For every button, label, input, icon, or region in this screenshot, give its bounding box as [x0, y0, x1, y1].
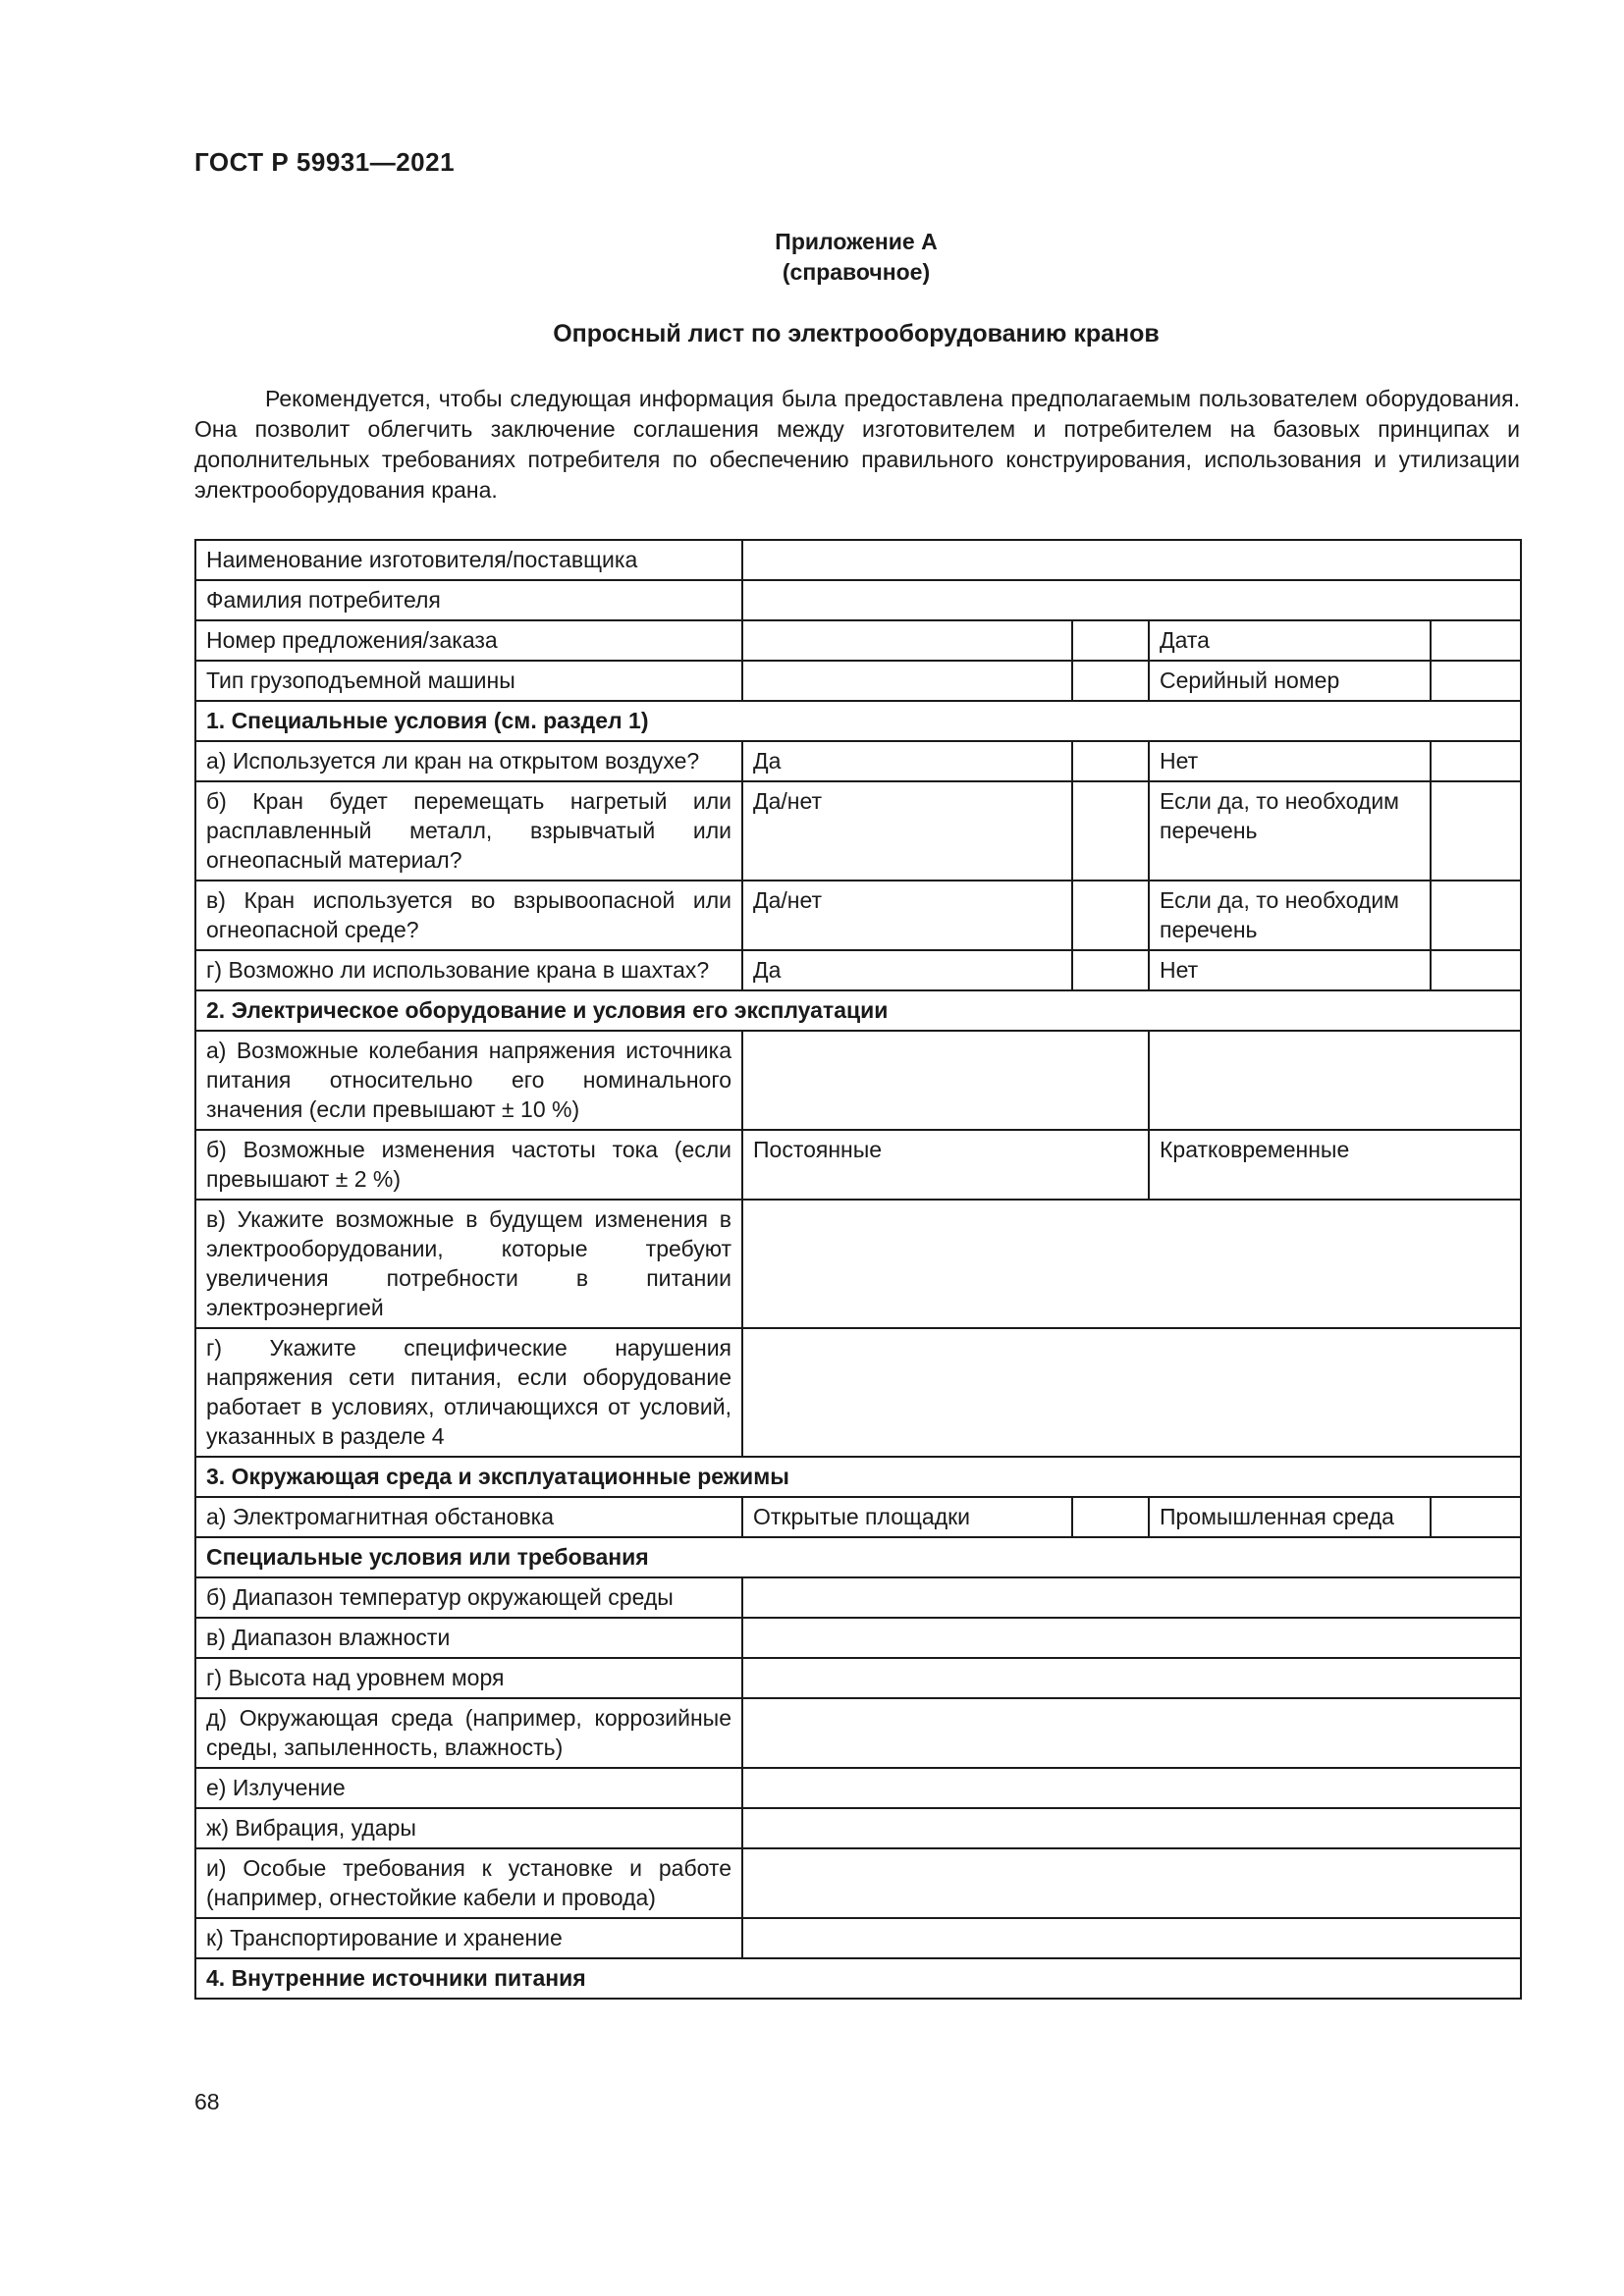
option-no-label: Нет [1149, 741, 1431, 781]
question-3b: б) Диапазон температур окружающей среды [195, 1577, 742, 1618]
question-1g: г) Возможно ли использование крана в шахтах? [195, 950, 742, 990]
annex-subtitle: (справочное) [782, 259, 931, 285]
option-yesno-label: Да/нет [742, 781, 1072, 881]
table-row [195, 661, 1521, 701]
section-header-row [195, 701, 1521, 741]
answer-3v-field[interactable] [742, 1618, 1521, 1658]
table-row [195, 1848, 1521, 1918]
table-row [195, 1618, 1521, 1658]
section-3-title: 3. Окружающая среда и эксплуатационные режимы [195, 1457, 1521, 1497]
answer-2v-field[interactable] [742, 1200, 1521, 1328]
option-no-label: Нет [1149, 950, 1431, 990]
option-yes-checkbox[interactable] [1072, 950, 1149, 990]
question-3i: и) Особые требования к установке и работе (например, огнестойкие кабели и провода) [195, 1848, 742, 1918]
option-yes-checkbox[interactable] [1072, 741, 1149, 781]
table-row [195, 1768, 1521, 1808]
question-3e: е) Излучение [195, 1768, 742, 1808]
questionnaire-title: Опросный лист по электрооборудованию кранов [553, 320, 1160, 347]
option-yesno-label: Да/нет [742, 881, 1072, 950]
open-areas-label: Открытые площадки [742, 1497, 1072, 1537]
answer-3i-field[interactable] [742, 1848, 1521, 1918]
question-3d: д) Окружающая среда (например, коррозийные среды, запыленность, влажность) [195, 1698, 742, 1768]
machine-type-field[interactable] [742, 661, 1072, 701]
consumer-field[interactable] [742, 580, 1521, 620]
option-yesno-field[interactable] [1072, 881, 1149, 950]
manufacturer-label: Наименование изготовителя/поставщика [195, 540, 742, 580]
question-3g: г) Высота над уровнем моря [195, 1658, 742, 1698]
question-3k: к) Транспортирование и хранение [195, 1918, 742, 1958]
table-row [195, 741, 1521, 781]
question-2a: а) Возможные колебания напряжения источника питания относительно его номинального значения (если превышают ± 10 %) [195, 1031, 742, 1130]
question-1b: б) Кран будет перемещать нагретый или расплавленный металл, взрывчатый или огнеопасный материал? [195, 781, 742, 881]
serial-number-label: Серийный номер [1149, 661, 1431, 701]
serial-number-field[interactable] [1431, 661, 1521, 701]
table-row [195, 1130, 1521, 1200]
section-4-title: 4. Внутренние источники питания [195, 1958, 1521, 1999]
intro-paragraph: Рекомендуется, чтобы следующая информация была предоставлена предполагаемым пользователем оборудования. Она позволит облегчить заключение соглашения между изготовителем и потребителем на базовых принципах и дополнительных требованиях потребителя по обеспечению правильного конструирования, использования и утилизации электрооборудования крана. [194, 386, 1520, 503]
question-1v: в) Кран используется во взрывоопасной или огнеопасной среде? [195, 881, 742, 950]
answer-2g-field[interactable] [742, 1328, 1521, 1457]
table-row [195, 950, 1521, 990]
consumer-label: Фамилия потребителя [195, 580, 742, 620]
date-label: Дата [1149, 620, 1431, 661]
page-number: 68 [194, 2089, 220, 2114]
table-row [195, 540, 1521, 580]
date-field[interactable] [1431, 620, 1521, 661]
table-row [195, 1698, 1521, 1768]
section-header-row [195, 990, 1521, 1031]
table-row [195, 1808, 1521, 1848]
question-3a: а) Электромагнитная обстановка [195, 1497, 742, 1537]
table-row [195, 1577, 1521, 1618]
table-row [195, 1918, 1521, 1958]
option-yesno-field[interactable] [1072, 781, 1149, 881]
industrial-env-checkbox[interactable] [1431, 1497, 1521, 1537]
option-no-checkbox[interactable] [1431, 950, 1521, 990]
answer-3d-field[interactable] [742, 1698, 1521, 1768]
document-code: ГОСТ Р 59931—2021 [194, 147, 456, 177]
answer-3g-field[interactable] [742, 1658, 1521, 1698]
section-header-row [195, 1958, 1521, 1999]
answer-3b-field[interactable] [742, 1577, 1521, 1618]
table-row [195, 1497, 1521, 1537]
question-2v: в) Укажите возможные в будущем изменения в электрооборудовании, которые требуют увеличения потребности в питании электроэнергией [195, 1200, 742, 1328]
table-row [195, 580, 1521, 620]
answer-3k-field[interactable] [742, 1918, 1521, 1958]
annex-title: Приложение А [775, 229, 938, 254]
option-yes-label: Да [742, 950, 1072, 990]
open-areas-checkbox[interactable] [1072, 1497, 1149, 1537]
list-required-label: Если да, то необходим перечень [1149, 881, 1431, 950]
table-row [195, 620, 1521, 661]
table-row [195, 1658, 1521, 1698]
section-2-title: 2. Электрическое оборудование и условия его эксплуатации [195, 990, 1521, 1031]
option-no-checkbox[interactable] [1431, 741, 1521, 781]
table-row [195, 1031, 1521, 1130]
table-row [195, 881, 1521, 950]
table-row [195, 1328, 1521, 1457]
table-row [195, 1200, 1521, 1328]
special-conditions-title: Специальные условия или требования [195, 1537, 1521, 1577]
industrial-env-label: Промышленная среда [1149, 1497, 1431, 1537]
option-yes-label: Да [742, 741, 1072, 781]
answer-3e-field[interactable] [742, 1768, 1521, 1808]
question-3zh: ж) Вибрация, удары [195, 1808, 742, 1848]
machine-type-label: Тип грузоподъемной машины [195, 661, 742, 701]
answer-3zh-field[interactable] [742, 1808, 1521, 1848]
order-number-extra-field[interactable] [1072, 620, 1149, 661]
list-field[interactable] [1431, 781, 1521, 881]
section-header-row [195, 1537, 1521, 1577]
machine-type-extra-field[interactable] [1072, 661, 1149, 701]
section-header-row [195, 1457, 1521, 1497]
constant-option-label: Постоянные [742, 1130, 1149, 1200]
list-required-label: Если да, то необходим перечень [1149, 781, 1431, 881]
list-field[interactable] [1431, 881, 1521, 950]
answer-2a-field[interactable] [742, 1031, 1149, 1130]
order-number-field[interactable] [742, 620, 1072, 661]
question-1a: а) Используется ли кран на открытом воздухе? [195, 741, 742, 781]
question-2g: г) Укажите специфические нарушения напряжения сети питания, если оборудование работает в условиях, отличающихся от условий, указанных в разделе 4 [195, 1328, 742, 1457]
order-number-label: Номер предложения/заказа [195, 620, 742, 661]
section-1-title: 1. Специальные условия (см. раздел 1) [195, 701, 1521, 741]
manufacturer-field[interactable] [742, 540, 1521, 580]
answer-2a-extra-field[interactable] [1149, 1031, 1521, 1130]
questionnaire-table [194, 539, 1522, 2000]
question-3v: в) Диапазон влажности [195, 1618, 742, 1658]
table-row [195, 781, 1521, 881]
question-2b: б) Возможные изменения частоты тока (если превышают ± 2 %) [195, 1130, 742, 1200]
short-term-option-label: Кратковременные [1149, 1130, 1521, 1200]
